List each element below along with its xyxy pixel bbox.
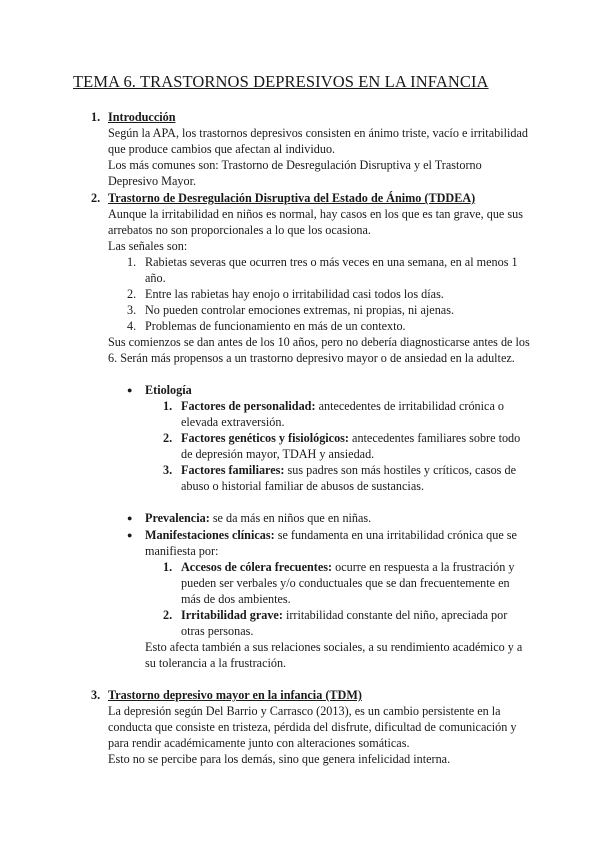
section-1-line: Los más comunes son: Trastorno de Desregulación Disruptiva y el Trastorno xyxy=(108,158,482,172)
section-1-line: que produce cambios que afectan al individuo. xyxy=(108,142,336,156)
section-2-line: Las señales son: xyxy=(108,239,188,253)
section-2-line: Aunque la irritabilidad en niños es normal, hay casos en los que es tan grave, que sus xyxy=(108,207,523,221)
list-item-continuation: abuso o historial familiar de abusos de sustancias. xyxy=(181,479,425,493)
list-item-number: 1. xyxy=(127,255,137,269)
section-3-line: Esto no se percibe para los demás, sino que genera infelicidad interna. xyxy=(108,752,451,766)
section-3-line: La depresión según Del Barrio y Carrasco (2013), es un cambio persistente en la xyxy=(108,704,501,718)
manifestaciones-text: se fundamenta en una irritabilidad crónica que se xyxy=(274,528,517,542)
prevalencia-label: Prevalencia: xyxy=(145,511,210,525)
section-1-line: Depresivo Mayor. xyxy=(108,174,197,188)
list-item-continuation: otras personas. xyxy=(181,624,254,638)
list-item xyxy=(181,559,514,576)
manifestaciones-note: Esto afecta también a sus relaciones sociales, a su rendimiento académico y a xyxy=(145,640,523,654)
list-item xyxy=(181,607,507,624)
list-item: No pueden controlar emociones extremas, ni propias, ni ajenas. xyxy=(145,303,454,317)
etiologia-heading: Etiología xyxy=(145,383,192,397)
list-item: Rabietas severas que ocurren tres o más veces en una semana, en al menos 1 xyxy=(145,255,518,269)
list-item-number: 4. xyxy=(127,319,137,333)
section-3-line: conducta que consiste en tristeza, pérdida del disfrute, dificultad de comunicación y xyxy=(108,720,517,734)
list-item-number: 2. xyxy=(163,431,173,445)
section-1-heading: Introducción xyxy=(108,110,176,124)
list-item-continuation: año. xyxy=(145,271,166,285)
list-item-continuation: más de dos ambientes. xyxy=(181,592,291,606)
symptom-label: Accesos de cólera frecuentes: xyxy=(181,560,333,574)
section-2-line: arrebatos no son proporcionales a lo que los ocasiona. xyxy=(108,223,371,237)
list-item: Problemas de funcionamiento en más de un contexto. xyxy=(145,319,406,333)
manifestaciones-note: su tolerancia a la frustración. xyxy=(145,656,287,670)
symptom-label: Irritabilidad grave: xyxy=(181,608,283,622)
symptom-text: ocurre en respuesta a la frustración y xyxy=(332,560,515,574)
section-2-line: Sus comienzos se dan antes de los 10 años, pero no debería diagnosticarse antes de los xyxy=(108,335,530,349)
list-item-continuation: de depresión mayor, TDAH y ansiedad. xyxy=(181,447,375,461)
list-item-number: 2. xyxy=(163,608,173,622)
manifestaciones-continuation: manifiesta por: xyxy=(145,544,219,558)
factor-label: Factores genéticos y fisiológicos: xyxy=(181,431,349,445)
bullet-icon: ● xyxy=(127,385,133,395)
list-item xyxy=(181,398,504,415)
factor-text: sus padres son más hostiles y críticos, casos de xyxy=(284,463,516,477)
list-item-number: 1. xyxy=(163,560,173,574)
list-item-number: 3. xyxy=(163,463,173,477)
prevalencia-line xyxy=(145,510,371,527)
factor-label: Factores de personalidad: xyxy=(181,399,316,413)
factor-label: Factores familiares: xyxy=(181,463,285,477)
factor-text: antecedentes de irritabilidad crónica o xyxy=(315,399,504,413)
symptom-text: irritabilidad constante del niño, apreciada por xyxy=(282,608,508,622)
section-2-number: 2. xyxy=(91,191,101,205)
list-item xyxy=(181,462,516,479)
bullet-icon: ● xyxy=(127,513,133,523)
list-item: Entre las rabietas hay enojo o irritabilidad casi todos los días. xyxy=(145,287,444,301)
list-item-number: 3. xyxy=(127,303,137,317)
section-1-line: Según la APA, los trastornos depresivos consisten en ánimo triste, vacío e irritabilidad xyxy=(108,126,528,140)
section-3-heading: Trastorno depresivo mayor en la infancia (TDM) xyxy=(108,688,362,702)
bullet-icon: ● xyxy=(127,530,133,540)
section-1-number: 1. xyxy=(91,110,101,124)
list-item-number: 2. xyxy=(127,287,137,301)
section-2-heading: Trastorno de Desregulación Disruptiva del Estado de Ánimo (TDDEA) xyxy=(108,191,476,205)
factor-text: antecedentes familiares sobre todo xyxy=(349,431,521,445)
section-3-line: para rendir académicamente junto con alteraciones somáticas. xyxy=(108,736,410,750)
list-item xyxy=(181,430,520,447)
manifestaciones-label: Manifestaciones clínicas: xyxy=(145,528,275,542)
manifestaciones-line xyxy=(145,527,517,544)
prevalencia-text: se da más en niños que en niñas. xyxy=(209,511,372,525)
section-3-number: 3. xyxy=(91,688,101,702)
list-item-number: 1. xyxy=(163,399,173,413)
list-item-continuation: pueden ser verbales y/o conductuales que se dan frecuentemente en xyxy=(181,576,510,590)
section-2-line: 6. Serán más propensos a un trastorno depresivo mayor o de ansiedad en la adultez. xyxy=(108,351,515,365)
list-item-continuation: elevada extraversión. xyxy=(181,415,285,429)
page-title: TEMA 6. TRASTORNOS DEPRESIVOS EN LA INFANCIA xyxy=(73,72,489,91)
